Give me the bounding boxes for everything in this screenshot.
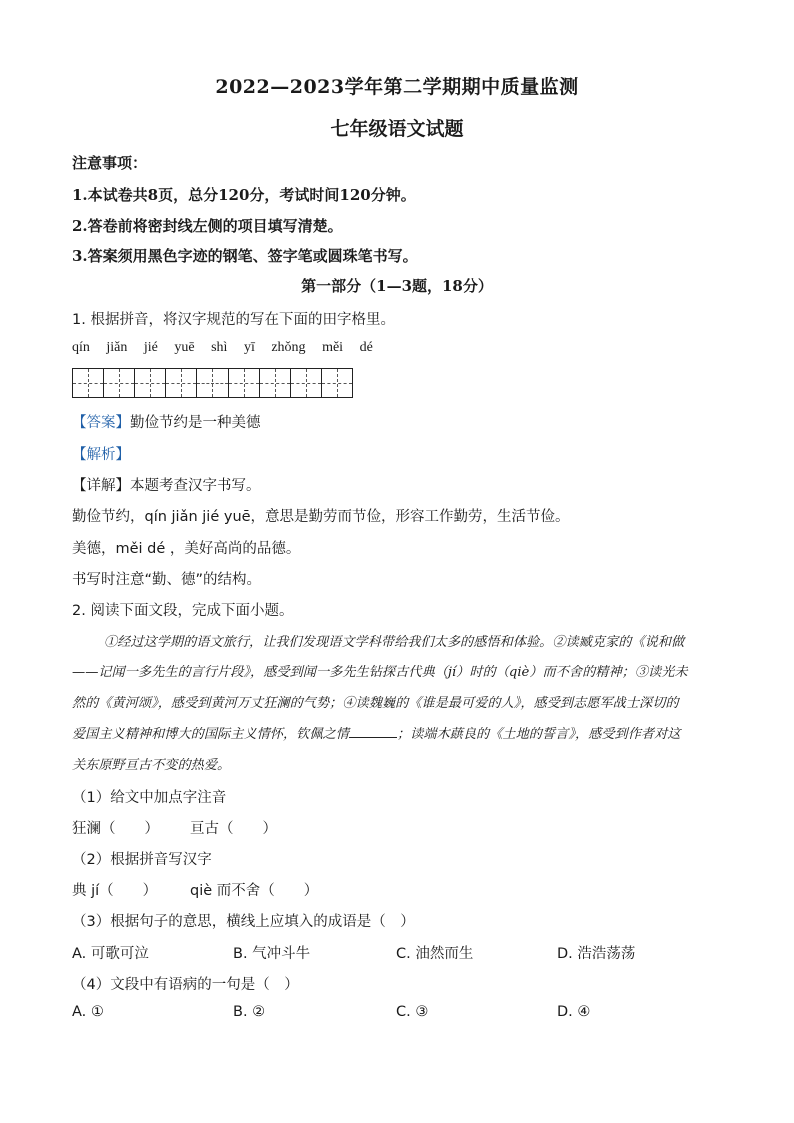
explanation-line: 书写时注意“勤、德”的结构。 xyxy=(72,572,262,588)
analysis-tag: 【解析】 xyxy=(72,447,130,463)
option-c: C. 油然而生 xyxy=(396,946,474,962)
passage-text: ；读端木蕻良的《土地的誓言》，感受到作者对这 xyxy=(396,727,681,742)
pinyin-syllable: zhǒng xyxy=(271,340,306,355)
note-item: 2.答卷前将密封线左侧的项目填写清楚。 xyxy=(72,217,343,235)
note-item: 1.本试卷共8页，总分120分，考试时间120分钟。 xyxy=(72,186,416,204)
passage-text: 爱国主义精神和博大的国际主义情怀，钦佩之情 xyxy=(72,727,349,742)
option-c: C. ③ xyxy=(396,1004,429,1020)
tianzige-cell xyxy=(322,369,352,397)
q2-stem: 2. 阅读下面文段，完成下面小题。 xyxy=(72,603,294,619)
pinyin-syllable: yuē xyxy=(174,340,195,355)
pinyin-syllable: měi xyxy=(322,340,344,355)
q1-answer xyxy=(72,411,261,432)
sub2-item: 典 jí（ ） xyxy=(72,883,158,899)
tianzige-grid xyxy=(72,368,353,398)
section-title: 第一部分（1—3题，18分） xyxy=(301,277,493,295)
answer-tag: 【答案】 xyxy=(72,415,130,431)
exam-title: 2022—2023学年第二学期期中质量监测 xyxy=(215,76,579,98)
tianzige-cell xyxy=(260,369,291,397)
tianzige-cell xyxy=(291,369,322,397)
option-a: A. 可歌可泣 xyxy=(72,946,149,962)
pinyin-syllable: jié xyxy=(143,340,158,355)
exam-subtitle: 七年级语文试题 xyxy=(330,118,464,140)
sub-question-3: （3）根据句子的意思，横线上应填入的成语是（ ） xyxy=(72,914,415,930)
tianzige-cell xyxy=(73,369,104,397)
sub-question-1: （1）给文中加点字注音 xyxy=(72,790,227,806)
tianzige-cell xyxy=(229,369,260,397)
detail-text: 本题考查汉字书写。 xyxy=(130,478,261,494)
tianzige-cell xyxy=(166,369,197,397)
pinyin-syllable: qín xyxy=(72,340,90,355)
option-b: B. 气冲斗牛 xyxy=(233,946,311,962)
detail-tag: 【详解】 xyxy=(72,478,130,494)
pinyin-syllable: yī xyxy=(243,340,255,355)
fill-blank xyxy=(349,737,397,738)
passage-line: ①经过这学期的语文旅行，让我们发现语文学科带给我们太多的感悟和体验。②读臧克家的《说和做 xyxy=(104,635,685,650)
q1-detail xyxy=(72,474,261,495)
sub1-item: 狂澜（ ） xyxy=(72,821,159,837)
sub2-item: qiè 而不舍（ ） xyxy=(190,883,319,899)
sub1-item: 亘古（ ） xyxy=(190,821,277,837)
pinyin-syllable: dé xyxy=(359,340,373,355)
explanation-line: 美德，měi dé ，美好高尚的品德。 xyxy=(72,541,301,557)
tianzige-cell xyxy=(197,369,228,397)
option-d: D. ④ xyxy=(557,1004,591,1020)
pinyin-syllable: jiǎn xyxy=(106,340,128,355)
notes-heading: 注意事项： xyxy=(72,154,148,172)
option-a: A. ① xyxy=(72,1004,104,1020)
sub-question-4: （4）文段中有语病的一句是（ ） xyxy=(72,977,299,993)
note-item: 3.答案须用黑色字迹的钢笔、签字笔或圆珠笔书写。 xyxy=(72,247,418,265)
option-b: B. ② xyxy=(233,1004,266,1020)
q1-stem: 1. 根据拼音，将汉字规范的写在下面的田字格里。 xyxy=(72,312,395,328)
tianzige-cell xyxy=(135,369,166,397)
passage-line xyxy=(72,723,680,742)
passage-line: 然的《黄河颂》，感受到黄河万丈狂澜的气势；④读魏巍的《谁是最可爱的人》，感受到志愿军战士深切的 xyxy=(72,696,679,711)
answer-text: 勤俭节约是一种美德 xyxy=(130,415,261,431)
q1-pinyin-row xyxy=(72,340,386,356)
sub-question-2: （2）根据拼音写汉字 xyxy=(72,852,212,868)
pinyin-syllable: shì xyxy=(211,340,228,355)
passage-line: 关东原野亘古不变的热爱。 xyxy=(72,758,231,773)
explanation-line: 勤俭节约，qín jiǎn jié yuē，意思是勤劳而节俭，形容工作勤劳，生活节俭。 xyxy=(72,509,570,525)
option-d: D. 浩浩荡荡 xyxy=(557,946,636,962)
tianzige-cell xyxy=(104,369,135,397)
passage-line: ——记闻一多先生的言行片段》，感受到闻一多先生钻探古代典（jí）时的（qiè）而不舍的精神；③读光未 xyxy=(72,665,688,680)
